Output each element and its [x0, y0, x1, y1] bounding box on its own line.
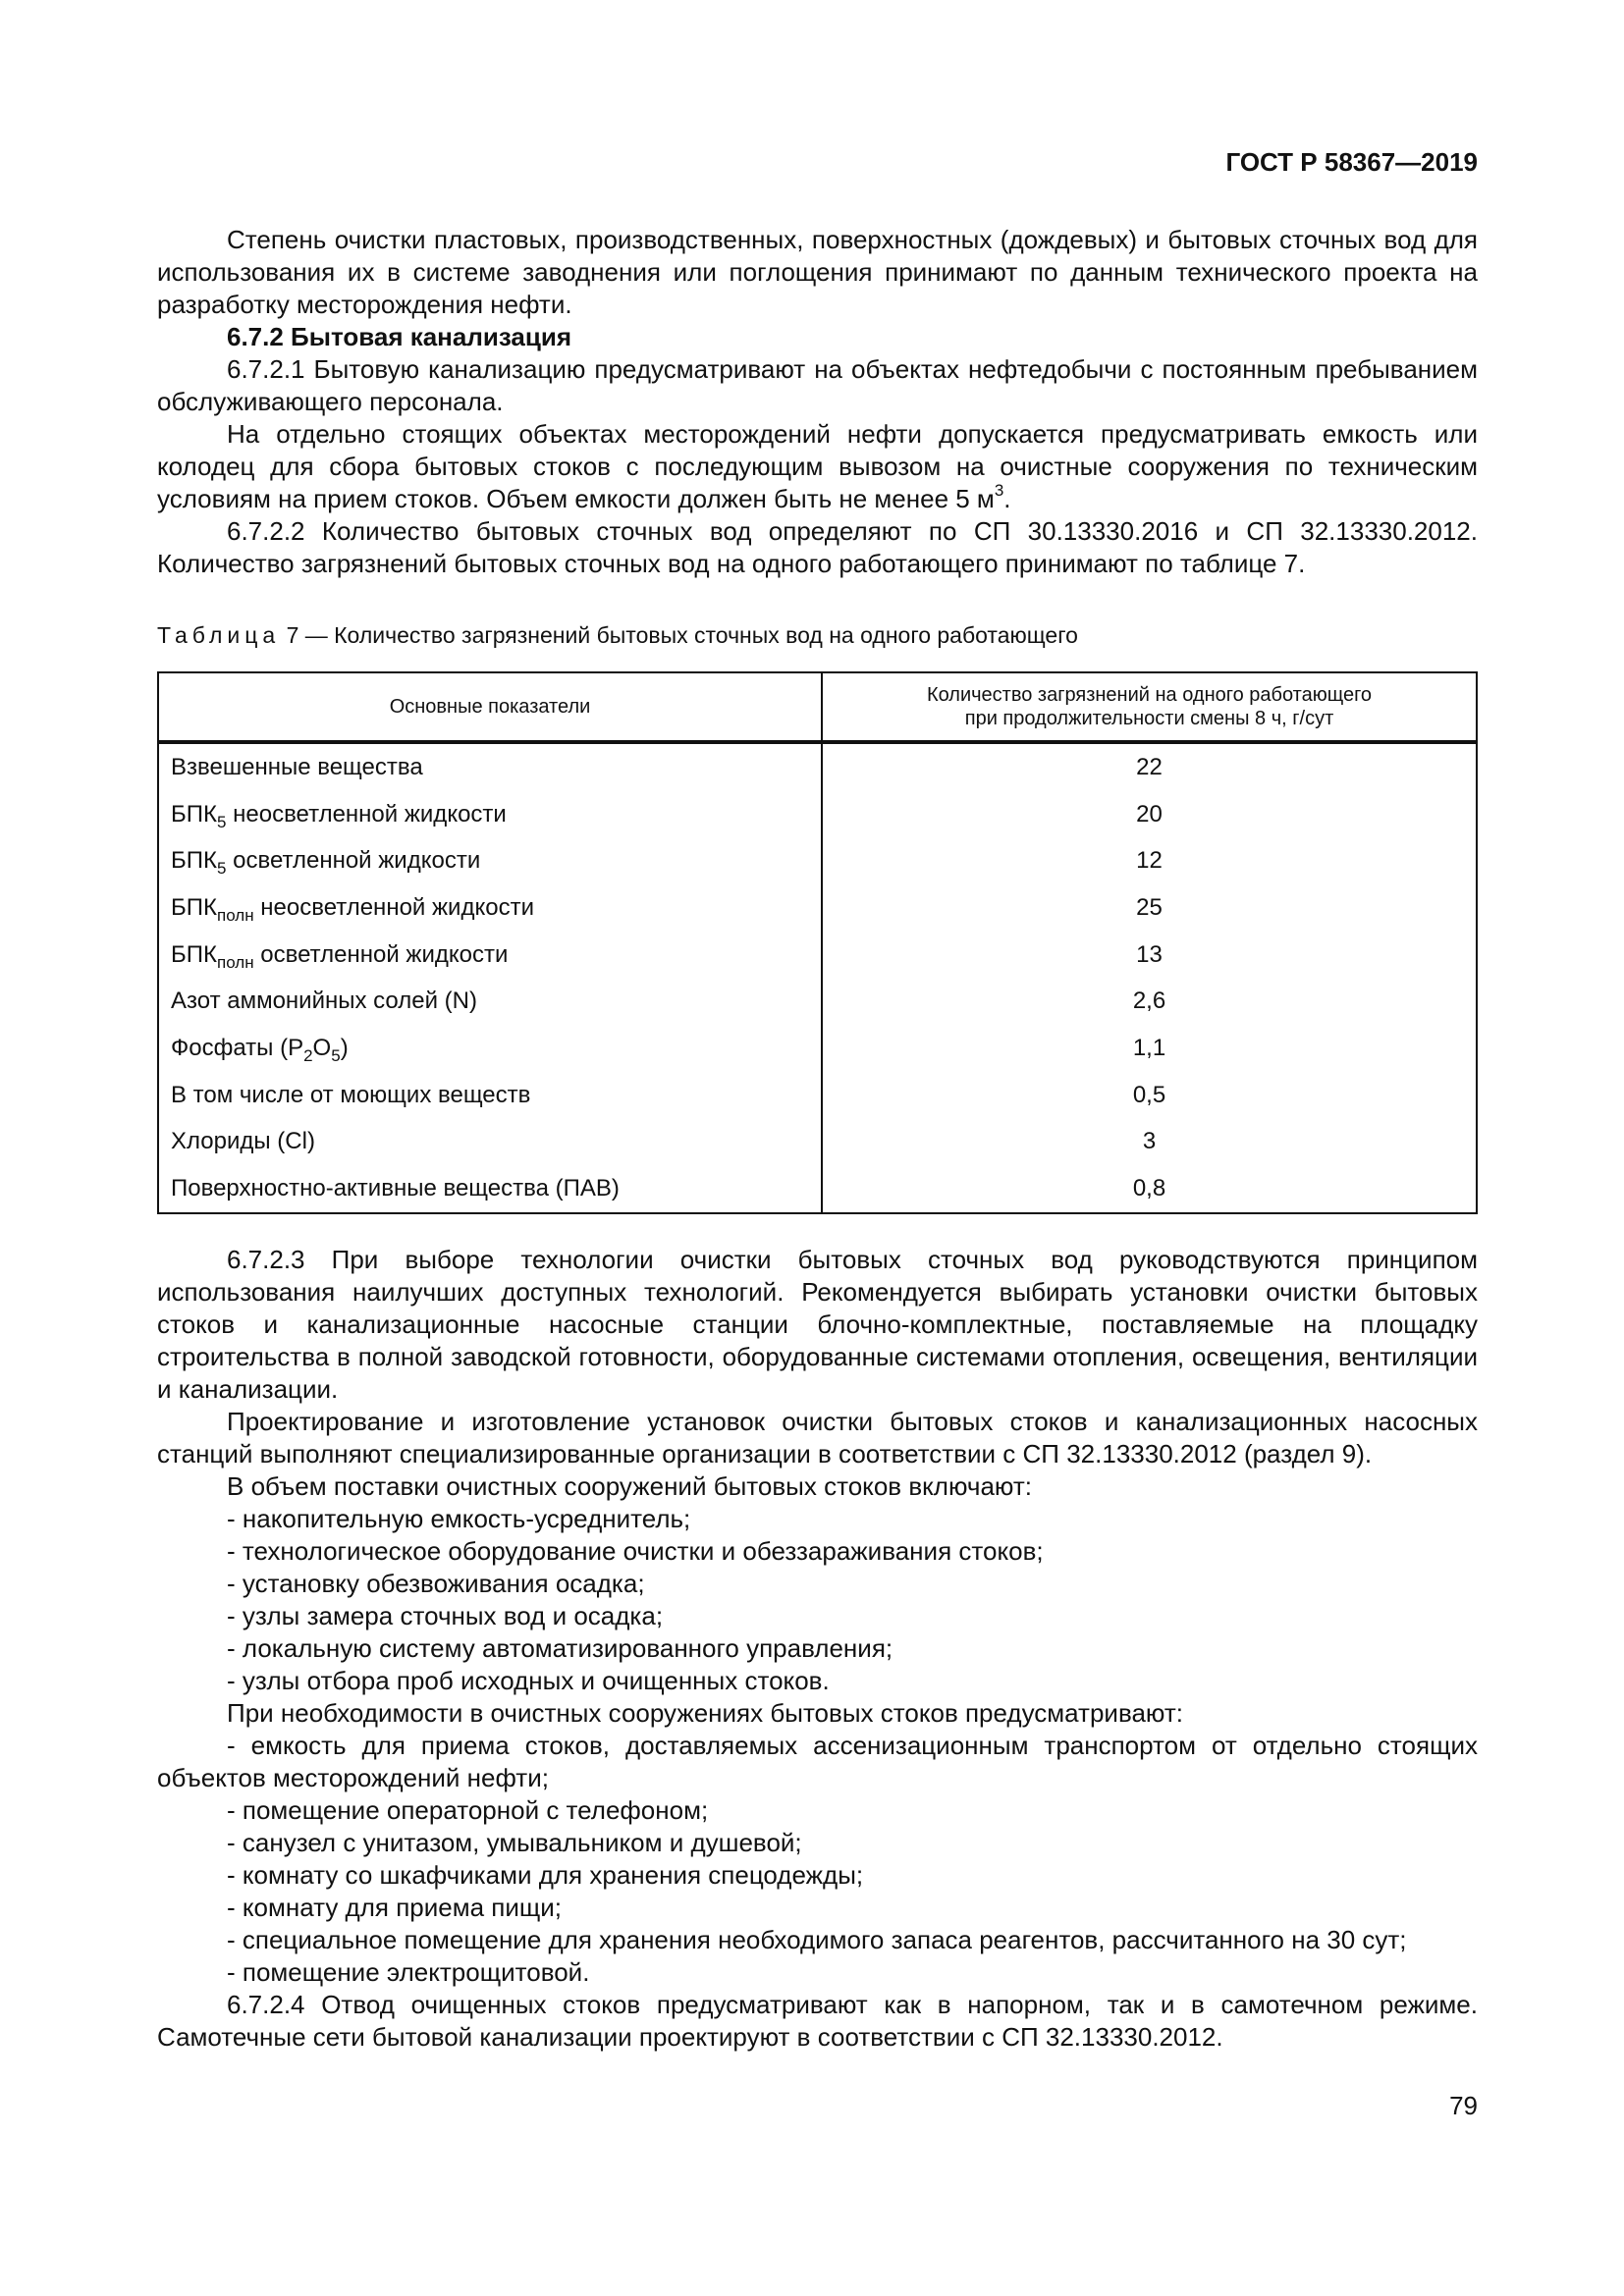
indicator-name-continued: осветленной жидкости	[253, 940, 509, 968]
list-item: - узлы замера сточных вод и осадка;	[227, 1601, 664, 1630]
indicator-cell	[158, 791, 822, 838]
page-number: 79	[1449, 2091, 1478, 2120]
list-item: - помещение электрощитовой.	[227, 1957, 590, 1987]
table-caption-text: 7 — Количество загрязнений бытовых сточных вод на одного работающего	[286, 622, 1078, 648]
list-item: - технологическое оборудование очистки и обеззараживания стоков;	[227, 1536, 1044, 1566]
table-row	[158, 1119, 1477, 1166]
indicator-name-continued: неосветленной жидкости	[253, 893, 534, 921]
indicator-name: Поверхностно-активные вещества (ПАВ)	[171, 1175, 620, 1202]
paragraph-delivery-scope: В объем поставки очистных сооружений бытовых стоков включают:	[227, 1471, 1032, 1501]
table-row	[158, 1025, 1477, 1072]
indicator-subscript: 5	[331, 1045, 341, 1065]
indicator-subscript: полн	[216, 952, 254, 972]
list-item: - комнату для приема пищи;	[227, 1893, 563, 1922]
section-text-bottom	[157, 1244, 1478, 2054]
section-text-top	[157, 224, 1478, 580]
value-cell: 3	[822, 1119, 1477, 1166]
list-item: - накопительную емкость-усреднитель;	[227, 1504, 691, 1533]
table-header-row	[158, 672, 1477, 742]
indicator-cell	[158, 978, 822, 1025]
indicator-name-continued: O	[312, 1034, 332, 1061]
indicator-name: Фосфаты (P	[171, 1034, 304, 1061]
paragraph-if-necessary: При необходимости в очистных сооружениях бытовых стоков предусматривают:	[227, 1698, 1183, 1728]
paragraph-standalone-objects	[157, 418, 1478, 515]
indicator-cell	[158, 742, 822, 791]
indicator-name: БПК	[171, 800, 217, 828]
table-row	[158, 978, 1477, 1025]
indicator-name-continued: неосветленной жидкости	[226, 800, 507, 828]
value-cell: 0,5	[822, 1072, 1477, 1119]
paragraph-standalone-text: На отдельно стоящих объектах месторождений нефти допускается предусматривать емкость или колодец для сбора бытовых стоков с последующим вывозом на очистные сооружения по техническим условиям на прием стоков. Объем емкости должен быть не менее 5 м	[157, 419, 1478, 513]
indicator-name: В том числе от моющих веществ	[171, 1081, 531, 1108]
paragraph-standalone-end: .	[1003, 484, 1011, 513]
indicator-subscript: 5	[216, 859, 227, 879]
unit-superscript: 3	[994, 481, 1004, 501]
indicator-cell	[158, 1119, 822, 1166]
paragraph-6-7-2-3: 6.7.2.3 При выборе технологии очистки бытовых сточных вод руководствуются принципом использования наилучших доступных технологий. Рекомендуется выбирать установки очистки бытовых стоков и канализационные насосные станции блочно-комплектные, поставляемые на площадку строительства в полной заводской готовности, оборудованные системами отопления, освещения, вентиляции и канализации.	[157, 1245, 1478, 1404]
list-item: - помещение операторной с телефоном;	[227, 1795, 709, 1825]
list-item: - установку обезвоживания осадка;	[227, 1569, 645, 1598]
list-item: - санузел с унитазом, умывальником и душевой;	[227, 1828, 802, 1857]
list-item: - узлы отбора проб исходных и очищенных стоков.	[227, 1666, 830, 1695]
table-header-quantity-line1: Количество загрязнений на одного работающего	[926, 684, 1373, 706]
indicator-cell	[158, 884, 822, 932]
indicator-name: Взвешенные вещества	[171, 753, 423, 780]
list-item: - емкость для приема стоков, доставляемых ассенизационным транспортом от отдельно стоящих объектов месторождений нефти;	[157, 1731, 1478, 1792]
paragraph-6-7-2-2: 6.7.2.2 Количество бытовых сточных вод определяют по СП 30.13330.2016 и СП 32.13330.2012. Количество загрязнений бытовых сточных вод на одного работающего принимают по таблице 7.	[157, 516, 1478, 578]
value-cell: 2,6	[822, 978, 1477, 1025]
list-item: - локальную систему автоматизированного управления;	[227, 1633, 893, 1663]
table-row	[158, 884, 1477, 932]
value-cell: 12	[822, 837, 1477, 884]
table-body	[158, 742, 1477, 1213]
indicator-name: Азот аммонийных солей (N)	[171, 988, 477, 1015]
value-cell: 25	[822, 884, 1477, 932]
value-cell: 22	[822, 742, 1477, 791]
value-cell: 20	[822, 791, 1477, 838]
indicator-name: БПК	[171, 893, 217, 921]
indicator-name-continued: осветленной жидкости	[226, 847, 481, 875]
value-cell: 1,1	[822, 1025, 1477, 1072]
paragraph-6-7-2-4: 6.7.2.4 Отвод очищенных стоков предусматривают как в напорном, так и в самотечном режиме. Самотечные сети бытовой канализации проектируют в соответствии с СП 32.13330.2012.	[157, 1990, 1478, 2052]
heading-6-7-2: 6.7.2 Бытовая канализация	[227, 322, 572, 351]
indicator-cell	[158, 1165, 822, 1213]
table-header-quantity	[822, 672, 1477, 742]
list-item: - специальное помещение для хранения необходимого запаса реагентов, рассчитанного на 30 сут;	[227, 1925, 1407, 1954]
table-row	[158, 791, 1477, 838]
indicator-name: БПК	[171, 847, 217, 875]
value-cell: 13	[822, 932, 1477, 979]
indicator-cell	[158, 837, 822, 884]
paragraph-design-manufacture: Проектирование и изготовление установок очистки бытовых стоков и канализационных насосных станций выполняют специализированные организации в соответствии с СП 32.13330.2012 (раздел 9).	[157, 1407, 1478, 1468]
indicator-subscript: 5	[216, 812, 227, 831]
paragraph-treatment-degree: Степень очистки пластовых, производственных, поверхностных (дождевых) и бытовых сточных вод для использования их в системе заводнения или поглощения принимают по данным технического проекта на разработку месторождения нефти.	[157, 225, 1478, 319]
table-caption	[157, 622, 1078, 649]
table-header-quantity-line2: при продолжительности смены 8 ч, г/сут	[964, 708, 1334, 729]
indicator-cell	[158, 1025, 822, 1072]
indicator-subscript: полн	[216, 905, 254, 925]
table-row	[158, 837, 1477, 884]
list-item: - комнату со шкафчиками для хранения спецодежды;	[227, 1860, 864, 1890]
table-header-indicators: Основные показатели	[158, 672, 822, 742]
indicator-cell	[158, 1072, 822, 1119]
document-header-id: ГОСТ Р 58367—2019	[1225, 147, 1478, 177]
paragraph-6-7-2-1: 6.7.2.1 Бытовую канализацию предусматривают на объектах нефтедобычи с постоянным пребыванием обслуживающего персонала.	[157, 354, 1478, 416]
indicator-name-end: )	[340, 1034, 349, 1061]
table-row	[158, 1072, 1477, 1119]
table-row	[158, 1165, 1477, 1213]
indicator-cell	[158, 932, 822, 979]
table-7	[157, 671, 1478, 1214]
indicator-subscript: 2	[303, 1045, 313, 1065]
table-caption-label: Таблица	[157, 622, 281, 648]
table-row	[158, 932, 1477, 979]
indicator-name: Хлориды (Cl)	[171, 1128, 315, 1155]
value-cell: 0,8	[822, 1165, 1477, 1213]
table-row	[158, 742, 1477, 791]
indicator-name: БПК	[171, 940, 217, 968]
